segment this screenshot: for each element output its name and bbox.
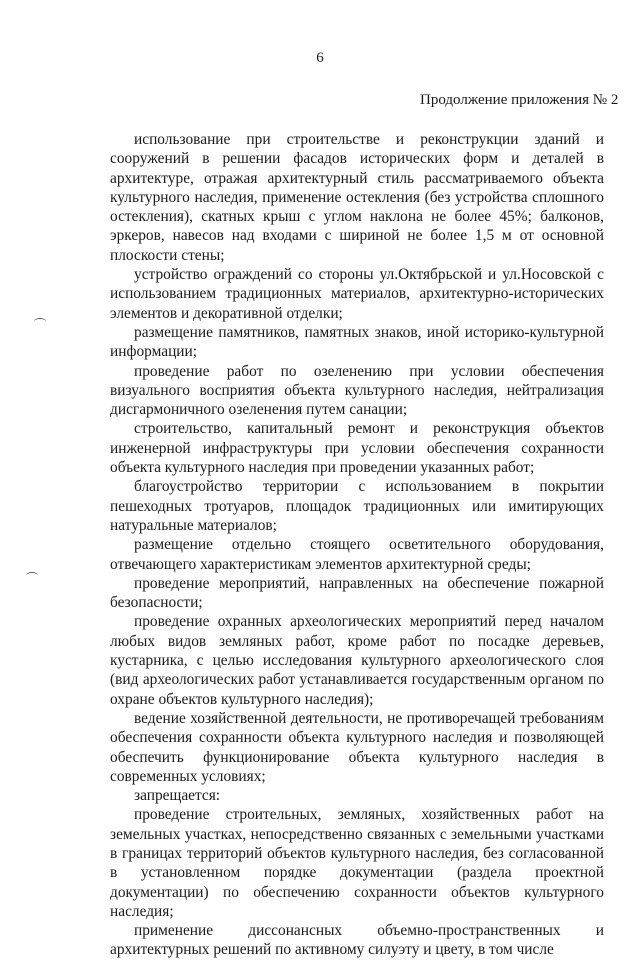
paragraph-10: ведение хозяйственной деятельности, не противоречащей требованиям обеспечения сохранности объекта культурного наследия и позволяющей обеспечить функционирование объекта культурного наследия в современных условиях; xyxy=(110,709,604,785)
paragraph-9: проведение охранных археологических мероприятий перед началом любых видов земляных работ, кроме работ по посадке деревьев, кустарника, с целью исследования культурного археологического слоя (вид археологических работ устанавливается государственным органом по охране объектов культурного наследия); xyxy=(110,613,604,708)
continuation-label: Продолжение приложения № 2 xyxy=(420,92,619,108)
binding-hole-mark xyxy=(26,572,38,579)
paragraph-2: устройство ограждений со стороны ул.Октябрьской и ул.Носовской с использованием традиционных материалов, архитектурно-исторических элементов и декоративной отделки; xyxy=(110,266,604,322)
paragraph-3: размещение памятников, памятных знаков, иной историко-культурной информации; xyxy=(110,323,604,361)
paragraph-6: благоустройство территории с использованием в покрытии пешеходных тротуаров, площадок традиционных или имитирующих натуральные материалов; xyxy=(110,478,604,534)
paragraph-5: строительство, капитальный ремонт и реконструкция объектов инженерной инфраструктуры при условии обеспечения сохранности объекта культурного наследия при проведении указанных работ; xyxy=(110,420,604,477)
paragraph-4: проведение работ по озеленению при условии обеспечения визуального восприятия объекта культурного наследия, нейтрализация дисгармоничного озеленения путем санации; xyxy=(110,362,604,419)
binding-hole-mark xyxy=(34,318,46,325)
paragraph-8: проведение мероприятий, направленных на обеспечение пожарной безопасности; xyxy=(110,574,604,612)
document-body xyxy=(110,130,604,960)
paragraph-7: размещение отдельно стоящего осветительного оборудования, отвечающего характеристикам элементов архитектурной среды; xyxy=(110,536,604,573)
section-heading-prohibited: запрещается: xyxy=(134,787,221,805)
paragraph-1: использование при строительстве и реконструкции зданий и сооружений в решении фасадов исторических форм и деталей в архитектуре, отражая архитектурный стиль рассматриваемого объекта культурного наследия, применение остекления (без устройства сплошного остекления), скатных крыш с углом наклона не более 45%; балконов, эркеров, навесов над входами с шириной не более 1,5 м от основной плоскости стены; xyxy=(110,131,604,264)
paragraph-11: проведение строительных, земляных, хозяйственных работ на земельных участках, непосредственно связанных с земельными участками в границах территорий объектов культурного наследия, без согласованной в установленном порядке документации (раздела проектной документации) по обеспечению сохранности объектов культурного наследия; xyxy=(110,806,604,920)
paragraph-12: применение диссонансных объемно-пространственных и архитектурных решений по активному силуэту и цвету, в том числе xyxy=(110,922,604,959)
page-number: 6 xyxy=(316,50,324,66)
